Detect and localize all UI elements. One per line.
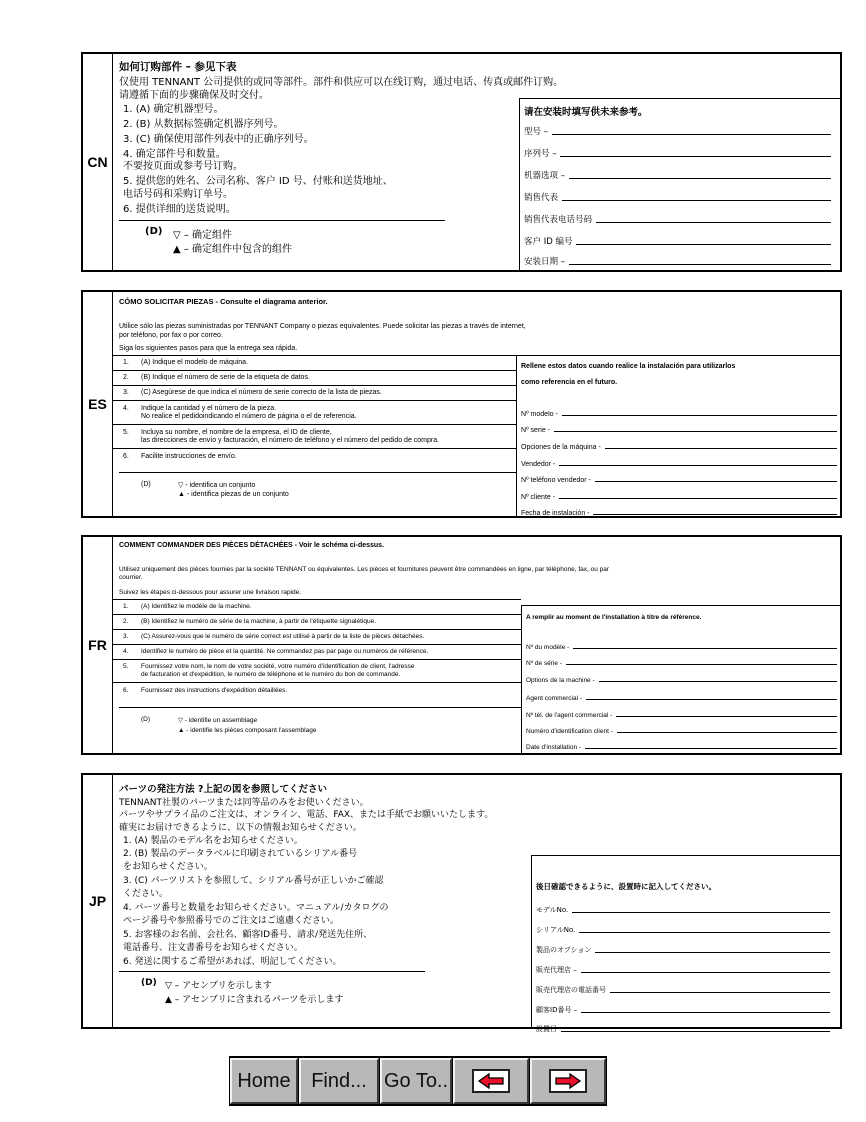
cn-step: 4. 确定部件号和数量。	[123, 149, 226, 160]
row-line	[112, 370, 516, 371]
left-arrow-icon	[472, 1069, 510, 1093]
jp-step: ページ番号や参照番号でのご注文はご遠慮ください。	[123, 916, 339, 926]
fr-field-agent[interactable]	[526, 695, 837, 702]
es-reference-box	[516, 355, 842, 518]
jp-legend-d: (D)	[141, 978, 157, 988]
language-code-cn: CN	[83, 54, 113, 270]
divider	[119, 707, 521, 708]
es-step-cont: las direcciones de envío y facturación, el número de teléfono y el número del pedido de compra.	[141, 437, 440, 444]
cn-step: 不要按页面或参考号订购。	[123, 161, 243, 172]
section-es	[81, 290, 842, 518]
field-label: Opciones de la máquina -	[521, 444, 601, 451]
cn-step: 5. 提供您的姓名、公司名称、客户 ID 号、付账和送货地址、	[123, 176, 393, 187]
section-cn	[81, 52, 842, 272]
fr-intro-3: Suivez les étapes ci-dessous pour assurer une livraison rapide.	[119, 589, 302, 596]
goto-label: Go To..	[383, 1069, 449, 1092]
es-step: Incluya su nombre, el nombre de la empresa, el ID de cliente,	[141, 429, 332, 436]
cn-field-serial[interactable]	[524, 147, 831, 159]
es-ref-title-2: como referencia en el futuro.	[521, 379, 618, 386]
fr-step: (C) Assurez-vous que le numéro de série correct est utilisé à partir de la liste de pièces détachées.	[141, 633, 425, 640]
fr-field-agent-phone[interactable]	[526, 712, 837, 719]
fr-step-num: 2.	[123, 618, 129, 625]
fr-field-client-id[interactable]	[526, 728, 837, 735]
row-line	[112, 385, 516, 386]
fr-step-num: 6.	[123, 687, 129, 694]
cn-step: 1. (A) 确定机器型号。	[123, 104, 224, 115]
cn-field-rep-phone[interactable]	[524, 213, 831, 225]
cn-ref-title: 请在安装时填写供未来参考。	[524, 107, 648, 118]
fr-legend-parts: ▲ - identifie les pièces composant l'assemblage	[178, 727, 317, 734]
es-step: (B) Indique el número de serie de la etiqueta de datos.	[141, 374, 310, 381]
cn-legend-assembly: ▽ – 确定组件	[173, 230, 233, 241]
cn-field-install-date[interactable]	[524, 255, 831, 267]
row-line	[112, 614, 521, 615]
cn-step: 6. 提供详细的送货说明。	[123, 204, 236, 215]
find-button[interactable]	[299, 1058, 379, 1104]
field-label: 販売代理店の電話番号	[536, 986, 606, 994]
home-label: Home	[237, 1069, 291, 1092]
es-step-num: 6.	[123, 453, 129, 460]
fr-reference-box	[521, 605, 842, 755]
goto-button[interactable]	[380, 1058, 452, 1104]
right-arrow-glyph	[555, 1073, 581, 1089]
jp-field-model[interactable]	[536, 905, 830, 915]
es-step-num: 5.	[123, 429, 129, 436]
es-title: CÓMO SOLICITAR PIEZAS - Consulte el diagrama anterior.	[119, 297, 328, 306]
es-ref-title: Rellene estos datos cuando realice la instalación para utilizarlos	[521, 363, 736, 370]
row-line	[112, 682, 521, 683]
es-step-num: 3.	[123, 389, 129, 396]
es-step: Indique la cantidad y el número de la pieza.	[141, 405, 277, 412]
fr-step-cont: de facturation et d'expédition, le numéro de téléphone et le numéro du bon de commande.	[141, 671, 401, 678]
jp-field-dealer[interactable]	[536, 965, 830, 975]
fr-step-num: 3.	[123, 633, 129, 640]
cn-intro-2: 请遵循下面的步骤确保及时交付。	[119, 90, 269, 101]
fr-field-install-date[interactable]	[526, 744, 837, 751]
fr-field-options[interactable]	[526, 677, 837, 684]
divider	[119, 220, 445, 221]
fr-step: Fournissez votre nom, le nom de votre société, votre numéro d'identification de client, l'adresse	[141, 663, 415, 670]
field-label: Nº du modèle -	[526, 644, 570, 651]
fr-intro-2: courrier.	[119, 574, 143, 581]
home-button[interactable]	[230, 1058, 298, 1104]
field-label: シリアルNo.	[536, 926, 576, 934]
field-label: Vendedor -	[521, 461, 556, 468]
jp-intro-1: TENNANT社製のパーツまたは同等品のみをお使いください。	[119, 798, 369, 808]
right-arrow-icon	[549, 1069, 587, 1093]
es-legend-parts: ▲ - identifica piezas de un conjunto	[178, 491, 289, 498]
es-field-options[interactable]	[521, 444, 837, 451]
field-label: 序列号 –	[524, 149, 557, 159]
row-line	[112, 599, 521, 600]
cn-reference-box	[519, 98, 842, 272]
cn-intro-1: 仅使用 TENNANT 公司提供的或同等部件。部件和供应可以在线订购，通过电话、传真或邮件订购。	[119, 77, 564, 88]
jp-step: 2. (B) 製品のデータラベルに印刷されているシリアル番号	[123, 849, 358, 859]
cn-field-customer-id[interactable]	[524, 235, 831, 247]
fr-step: (B) Identifiez le numéro de série de la machine, à partir de l'étiquette signalétique.	[141, 618, 377, 625]
es-step: Facilite instrucciones de envío.	[141, 453, 237, 460]
field-label: Nº tél. de l'agent commercial -	[526, 712, 613, 719]
row-line	[112, 400, 516, 401]
cn-legend-d: (D)	[145, 226, 163, 237]
jp-legend-assembly: ▽ – アセンブリを示します	[165, 981, 272, 991]
row-line	[112, 659, 521, 660]
cn-field-model[interactable]	[524, 125, 831, 137]
fr-step: (A) Identifiez le modèle de la machine.	[141, 603, 252, 610]
jp-intro-3: 確実にお届けできるように、以下の情報お知らせください。	[119, 823, 362, 833]
es-intro-2: por teléfono, por fax o por correo.	[119, 332, 223, 339]
language-code-jp: JP	[83, 775, 113, 1027]
cn-step: 3. (C) 确保使用部件列表中的正确序列号。	[123, 134, 314, 145]
field-label: Nº de série -	[526, 660, 562, 667]
fr-ref-title: A remplir au moment de l'installation à titre de référence.	[526, 614, 702, 621]
field-label: 顧客ID番号 –	[536, 1006, 578, 1014]
next-page-button[interactable]	[530, 1058, 606, 1104]
find-label: Find...	[311, 1069, 367, 1092]
fr-step: Fournissez des instructions d'expédition détaillées.	[141, 687, 288, 694]
row-line	[112, 424, 516, 425]
field-label: Numéro d'identification client -	[526, 728, 613, 735]
fr-step-num: 5.	[123, 663, 129, 670]
jp-step: ください。	[123, 889, 169, 899]
divider	[119, 971, 425, 972]
jp-field-options[interactable]	[536, 945, 830, 955]
cn-title: 如何订购部件 – 参见下表	[119, 61, 237, 73]
field-label: 型号 –	[524, 127, 548, 137]
field-label: 客户 ID 编号	[524, 237, 573, 247]
es-intro-1: Utilice sólo las piezas suministradas por TENNANT Company o piezas equivalentes. Puede solicitar las piezas a través de internet,	[119, 323, 526, 330]
fr-title: COMMENT COMMANDER DES PIÈCES DÉTACHÉES - Voir le schéma ci-dessus.	[119, 542, 385, 549]
fr-step: Identifiez le numéro de pièce et la quantité. Ne commandez pas par page ou numéros de référence.	[141, 648, 429, 655]
es-step-num: 1.	[123, 359, 129, 366]
jp-field-customer-id[interactable]	[536, 1005, 830, 1015]
jp-reference-box	[531, 855, 842, 1033]
jp-field-dealer-phone[interactable]	[536, 985, 830, 995]
fr-step-num: 4.	[123, 648, 129, 655]
jp-legend-parts: ▲ – アセンブリに含まれるパーツを示します	[165, 995, 344, 1005]
es-step: (C) Asegúrese de que indica el número de serie correcto de la lista de piezas.	[141, 389, 382, 396]
field-label: 销售代表电话号码	[524, 215, 593, 225]
field-label: 製品のオプション	[536, 946, 592, 954]
field-label: 销售代表	[524, 193, 559, 203]
row-line	[112, 355, 516, 356]
field-label: Options de la machine -	[526, 677, 595, 684]
cn-field-options[interactable]	[524, 169, 831, 181]
fr-step-num: 1.	[123, 603, 129, 610]
cn-field-rep[interactable]	[524, 191, 831, 203]
divider	[119, 472, 516, 473]
jp-step: 電話番号、注文書番号をお知らせください。	[123, 943, 303, 953]
section-jp	[81, 773, 842, 1033]
jp-step: をお知らせください。	[123, 862, 213, 872]
field-label: 設置日	[536, 1025, 557, 1033]
es-step-cont: No realice el pedidoindicando el número de página o el de referencia.	[141, 413, 357, 420]
jp-step: 6. 発送に関するご希望があれば、明記してください。	[123, 957, 342, 967]
es-legend-assembly: ▽ - identifica un conjunto	[178, 482, 256, 489]
field-label: Nº teléfono vendedor -	[521, 477, 591, 484]
jp-title: パーツの発注方法 ?上記の図を参照してください	[119, 784, 327, 795]
es-step-num: 2.	[123, 374, 129, 381]
previous-page-button[interactable]	[453, 1058, 529, 1104]
fr-legend-assembly: ▽ - identifie un assemblage	[178, 717, 258, 724]
jp-field-install-date[interactable]	[536, 1024, 830, 1034]
fr-field-serial[interactable]	[526, 660, 837, 667]
field-label: Nº cliente -	[521, 494, 556, 501]
left-arrow-glyph	[478, 1073, 504, 1089]
field-label: 販売代理店 –	[536, 966, 577, 974]
jp-step: 4. パーツ番号と数量をお知らせください。マニュアル/カタログの	[123, 903, 389, 913]
jp-ref-title: 後日確認できるように、設置時に記入してください。	[536, 882, 716, 891]
cn-step: 2. (B) 从数据标签确定机器序列号。	[123, 119, 284, 130]
cn-step: 电话号码和采购订单号。	[123, 189, 233, 200]
section-fr	[81, 535, 842, 755]
es-field-model[interactable]	[521, 411, 837, 418]
es-step-num: 4.	[123, 405, 129, 412]
es-field-rep[interactable]	[521, 461, 837, 468]
row-line	[112, 629, 521, 630]
field-label: 安装日期 –	[524, 257, 565, 267]
es-intro-3: Siga los siguientes pasos para que la entrega sea rápida.	[119, 345, 298, 352]
fr-intro-1: Utilisez uniquement des pièces fournies par la société TENNANT ou équivalentes. Les pièces et fournitures peuvent être commandées en ligne, par téléphone, fax, ou par	[119, 566, 610, 573]
language-code-es: ES	[83, 292, 113, 516]
es-field-rep-phone[interactable]	[521, 477, 837, 484]
field-label: Agent commercial -	[526, 695, 582, 702]
fr-field-model[interactable]	[526, 644, 837, 651]
field-label: モデルNo.	[536, 906, 569, 914]
jp-intro-2: パーツやサプライ品のご注文は、オンライン、電話、FAX、または手紙でお願いいたします。	[119, 810, 494, 820]
jp-step: 1. (A) 製品のモデル名をお知らせください。	[123, 836, 303, 846]
es-step: (A) Indique el modelo de máquina.	[141, 359, 249, 366]
jp-field-serial[interactable]	[536, 925, 830, 935]
row-line	[112, 448, 516, 449]
language-code-fr: FR	[83, 537, 113, 753]
jp-step: 5. お客様のお名前、会社名、顧客ID番号、請求/発送先住所、	[123, 930, 373, 940]
jp-step: 3. (C) パーツリストを参照して、シリアル番号が正しいかご確認	[123, 876, 384, 886]
fr-legend-d: (D)	[141, 716, 151, 723]
es-field-customer[interactable]	[521, 494, 837, 501]
cn-legend-parts: ▲ – 确定组件中包含的组件	[173, 244, 293, 255]
es-field-serial[interactable]	[521, 427, 837, 434]
es-legend-d: (D)	[141, 481, 151, 488]
es-field-install-date[interactable]	[521, 510, 837, 517]
field-label: 机器选项 –	[524, 171, 565, 181]
field-label: Date d'installation -	[526, 744, 582, 751]
field-label: Nº serie -	[521, 427, 551, 434]
field-label: Fecha de instalación -	[521, 510, 590, 517]
field-label: Nº modelo -	[521, 411, 558, 418]
row-line	[112, 644, 521, 645]
